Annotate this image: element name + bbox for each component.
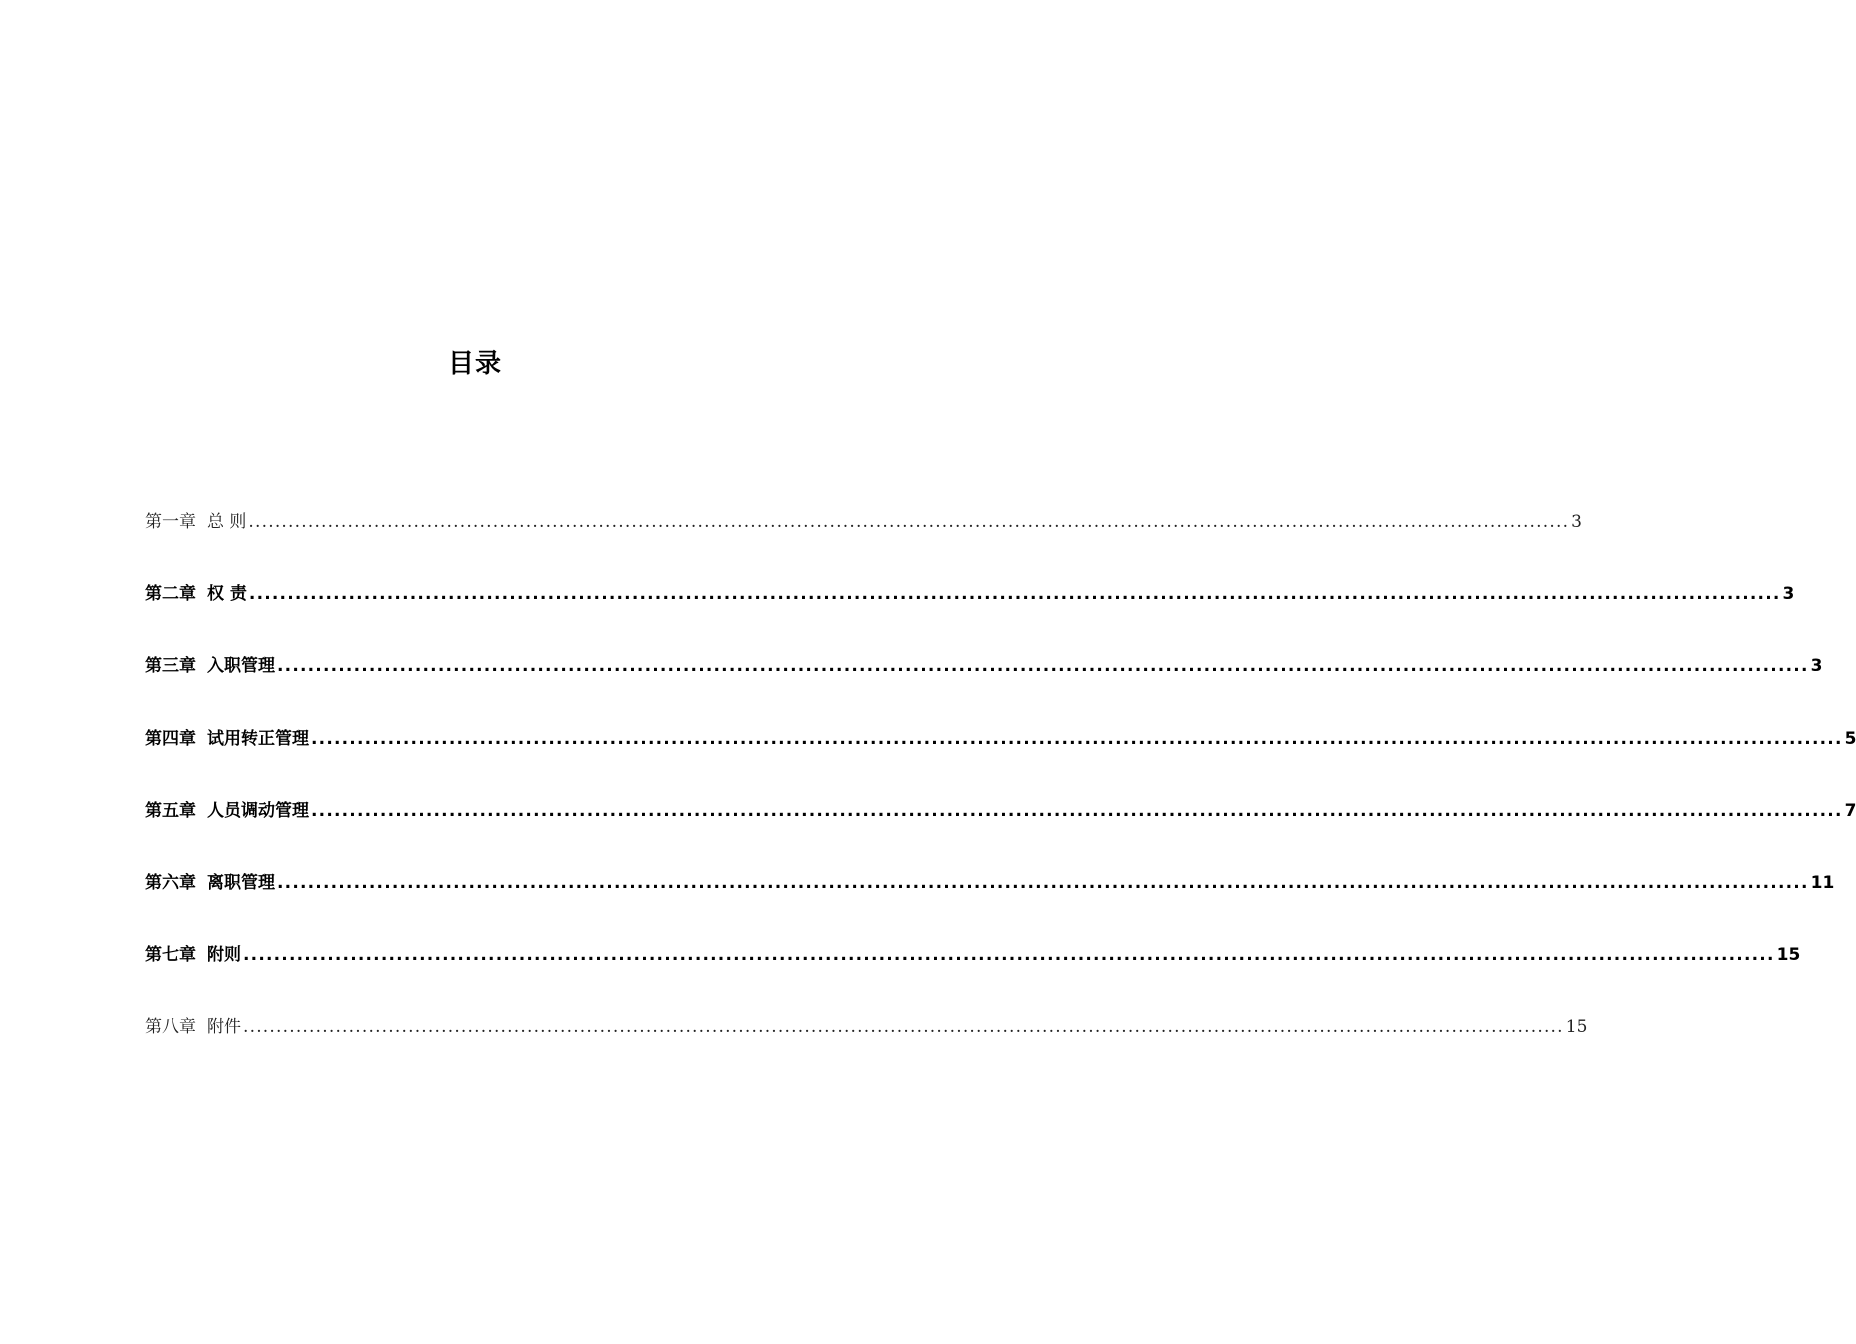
toc-chapter-title: 人员调动管理 xyxy=(207,800,309,821)
toc-chapter-title: 入职管理 xyxy=(207,656,275,677)
toc-entry-6[interactable] xyxy=(145,823,1835,895)
toc-entry-4[interactable] xyxy=(145,678,1856,750)
toc-chapter-title: 总 则 xyxy=(207,512,247,532)
toc-entry-label xyxy=(145,654,275,678)
toc-chapter-number: 第二章 xyxy=(145,584,196,605)
toc-entry-7[interactable] xyxy=(145,895,1801,967)
toc-page-number: 3 xyxy=(1810,656,1823,677)
toc-dot-leader: ........................................................................................................................................................................................................ xyxy=(311,728,1843,749)
toc-dot-leader: ........................................................................................................................................................................................................ xyxy=(311,800,1843,821)
toc-dot-leader: ........................................................................................................................................................................................................ xyxy=(248,512,1570,532)
toc-entry-label xyxy=(145,582,247,606)
toc-page-number: 7 xyxy=(1844,800,1856,821)
toc-dot-leader: ........................................................................................................................................................................................................ xyxy=(277,872,1809,893)
toc-page-number: 5 xyxy=(1844,728,1856,749)
toc-chapter-title: 试用转正管理 xyxy=(207,728,309,749)
toc-page-number: 15 xyxy=(1565,1017,1588,1038)
toc-entry-5[interactable] xyxy=(145,751,1856,823)
toc-page-number: 3 xyxy=(1571,512,1582,532)
toc-chapter-title: 离职管理 xyxy=(207,872,275,893)
toc-page-number: 3 xyxy=(1782,584,1795,605)
toc-chapter-number: 第七章 xyxy=(145,945,196,966)
toc-entry-label xyxy=(145,510,246,534)
toc-chapter-number: 第五章 xyxy=(145,800,196,821)
toc-page-number: 15 xyxy=(1776,945,1801,966)
toc-entry-3[interactable] xyxy=(145,606,1823,678)
toc-dot-leader: ........................................................................................................................................................................................................ xyxy=(277,656,1809,677)
toc-entry-label xyxy=(145,1015,241,1039)
toc-chapter-number: 第六章 xyxy=(145,872,196,893)
toc-chapter-number: 第三章 xyxy=(145,656,196,677)
toc-chapter-number: 第一章 xyxy=(145,512,196,532)
toc-entry-2[interactable] xyxy=(145,534,1795,606)
toc-dot-leader: ........................................................................................................................................................................................................ xyxy=(243,945,1775,966)
toc-title: 目录 xyxy=(447,349,502,379)
toc-chapter-title: 附件 xyxy=(207,1017,241,1038)
toc-dot-leader: ........................................................................................................................................................................................................ xyxy=(248,584,1781,605)
toc-entry-label xyxy=(145,871,275,895)
toc-entry-1[interactable] xyxy=(145,504,1582,534)
toc-entry-label xyxy=(145,727,309,751)
toc-chapter-title: 权 责 xyxy=(207,584,247,605)
toc-page-number: 11 xyxy=(1810,872,1835,893)
toc-chapter-number: 第四章 xyxy=(145,728,196,749)
toc-chapter-title: 附则 xyxy=(207,945,241,966)
toc-entry-label xyxy=(145,943,241,967)
toc-dot-leader: ........................................................................................................................................................................................................ xyxy=(243,1017,1564,1038)
table-of-contents xyxy=(145,504,1856,1039)
toc-entry-label xyxy=(145,799,309,823)
toc-entry-8[interactable] xyxy=(145,967,1588,1039)
toc-chapter-number: 第八章 xyxy=(145,1017,196,1038)
